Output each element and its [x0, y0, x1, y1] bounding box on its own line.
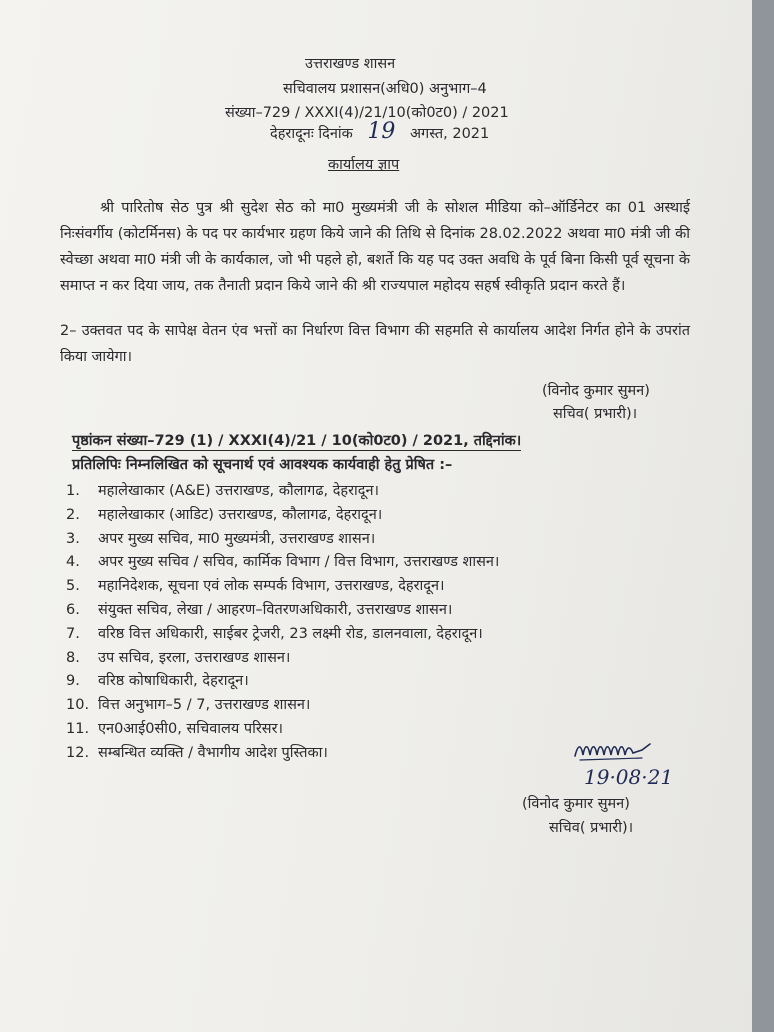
- memo-paragraph-2: [60, 318, 690, 370]
- memo-paragraph-1: [60, 195, 690, 299]
- memo-paragraph-1-text: श्री पारितोष सेठ पुत्र श्री सुदेश सेठ को मा0 मुख्यमंत्री जी के सोशल मीडिया को–ऑर्डिनेटर का 01 अस्थाई निःसंवर्गीय (कोटर्मिनस) के पद पर कार्यभार ग्रहण किये जाने की तिथि से दिनांक 28.02.2022 अथवा मा0 मंत्री जी की स्वेच्छा अथवा मा0 मंत्री जी के कार्यकाल, जो भी पहले हो, बशर्ते कि यह पद उक्त अवधि के पूर्व बिना किसी पूर्व सूचना के समाप्त न कर दिया जाय, तक तैनाती प्रदान किये जाने की श्री राज्यपाल महोदय सहर्ष स्वीकृति प्रदान करते हैं।: [60, 200, 690, 294]
- list-item: 9. वरिष्ठ कोषाधिकारी, देहरादून।: [66, 673, 249, 690]
- list-item: 6. संयुक्त सचिव, लेखा / आहरण–वितरणअधिकारी, उत्तराखण्ड शासन।: [66, 601, 453, 618]
- header-department: सचिवालय प्रशासन(अधि0) अनुभाग–4: [283, 81, 487, 97]
- endorsement-number: पृष्ठांकन संख्या–729 (1) / XXXI(4)/21 / 10(को0ट0) / 2021, तद्दिनांक।: [72, 433, 522, 449]
- list-item: 12. सम्बन्धित व्यक्ति / वैभागीय आदेश पुस्तिका।: [66, 744, 328, 761]
- handwritten-date-day: 19: [367, 119, 396, 144]
- memo-paragraph-2-text: 2– उक्तवत पद के सापेक्ष वेतन एंव भत्तों का निर्धारण वित्त विभाग की सहमति से कार्यालय आदेश निर्गत होने के उपरांत किया जायेगा।: [60, 323, 690, 365]
- list-item: 2. महालेखाकार (आडिट) उत्तराखण्ड, कौलागढ, देहरादून।: [66, 506, 383, 523]
- order-date-line: [270, 119, 490, 144]
- handwritten-signature-date: 19·08·21: [584, 765, 674, 789]
- signatory-designation-1: सचिव( प्रभारी)।: [553, 406, 638, 422]
- date-month-year: अगस्त, 2021: [409, 126, 490, 142]
- recipient-list: [66, 480, 499, 766]
- handwritten-signature: [572, 738, 654, 764]
- header-govt: उत्तराखण्ड शासन: [305, 56, 396, 72]
- signatory-designation-2: सचिव( प्रभारी)।: [549, 820, 634, 836]
- signatory-name-2: (विनोद कुमार सुमन): [522, 796, 630, 812]
- document-type-heading: कार्यालय ज्ञाप: [328, 157, 400, 173]
- signatory-name-1: (विनोद कुमार सुमन): [542, 383, 650, 399]
- order-number: संख्या–729 / XXXI(4)/21/10(को0ट0) / 2021: [225, 105, 509, 121]
- list-item: 5. महानिदेशक, सूचना एवं लोक सम्पर्क विभाग, उत्तराखण्ड, देहरादून।: [66, 578, 445, 595]
- background-edge: [752, 0, 774, 1032]
- list-item: 4. अपर मुख्य सचिव / सचिव, कार्मिक विभाग / वित्त विभाग, उत्तराखण्ड शासन।: [66, 554, 500, 571]
- list-item: 10. वित्त अनुभाग–5 / 7, उत्तराखण्ड शासन।: [66, 697, 311, 714]
- copy-to-heading: प्रतिलिपिः निम्नलिखित को सूचनार्थ एवं आवश्यक कार्यवाही हेतु प्रेषित :–: [72, 457, 453, 473]
- list-item: 3. अपर मुख्य सचिव, मा0 मुख्यमंत्री, उत्तराखण्ड शासन।: [66, 530, 376, 547]
- list-item: 1. महालेखाकार (A&E) उत्तराखण्ड, कौलागढ, देहरादून।: [66, 483, 380, 499]
- date-place-label: देहरादूनः दिनांक: [270, 126, 353, 142]
- list-item: 8. उप सचिव, इरला, उत्तराखण्ड शासन।: [66, 649, 291, 666]
- list-item: 7. वरिष्ठ वित्त अधिकारी, साईबर ट्रेजरी, 23 लक्ष्मी रोड, डालनवाला, देहरादून।: [66, 625, 483, 642]
- list-item: 11. एन0आई0सी0, सचिवालय परिसर।: [66, 720, 284, 737]
